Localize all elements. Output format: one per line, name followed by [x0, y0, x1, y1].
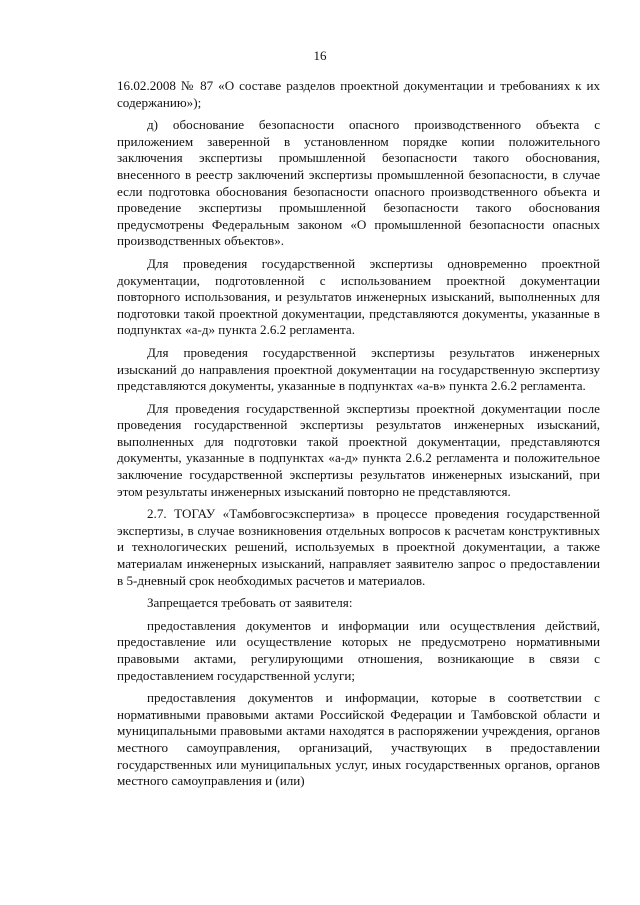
paragraph-section-2-7: 2.7. ТОГАУ «Тамбовгосэкспертиза» в процессе проведения государственной экспертизы, в случае возникновения отдельных вопросов к расчетам конструктивных и технологических решений, используемых в проектной документации, а также материалам инженерных изысканий, направляет заявителю запрос о предоставлении в 5-дневный срок необходимых расчетов и материалов.: [117, 506, 600, 588]
paragraph-after-surveys: Для проведения государственной экспертизы проектной документации после проведения государственной экспертизы результатов инженерных изысканий, выполненных для подготовки такой проектной документации, представляются документы, указанные в подпунктах «а-д» пункта 2.6.2 регламента и положительное заключение государственной экспертизы результатов инженерных изысканий, при этом результаты инженерных изысканий повторно не представляются.: [117, 400, 600, 499]
paragraph-continuation: 16.02.2008 № 87 «О составе разделов проектной документации и требованиях к их содержанию»);: [117, 78, 600, 110]
document-body: [117, 78, 600, 796]
paragraph-simultaneous-expertise: Для проведения государственной экспертизы одновременно проектной документации, подготовленной с использованием проектной документации повторного использования, и результатов инженерных изысканий, выполненных для подготовки такой проектной документации, представляются документы, указанные в подпунктах «а-д» пункта 2.6.2 регламента.: [117, 255, 600, 338]
page-number: 16: [313, 48, 327, 63]
paragraph-item-d: д) обоснование безопасности опасного производственного объекта с приложением заверенной в установленном порядке копии положительного заключения экспертизы промышленной безопасности такого обоснования, внесенного в реестр заключений экспертизы промышленной безопасности, в случае если подготовка обоснования безопасности опасного производственного объекта и проведение экспертизы промышленной безопасности такого обоснования предусмотрены Федеральным законом «О промышленной безопасности опасных производственных объектов».: [117, 117, 600, 249]
paragraph-prohibited-heading: Запрещается требовать от заявителя:: [147, 595, 353, 611]
paragraph-prohibited-item-1: предоставления документов и информации или осуществления действий, предоставление или осуществление которых не предусмотрено нормативными правовыми актами, регулирующими отношения, возникающие в связи с предоставлением государственной услуги;: [117, 617, 600, 683]
paragraph-engineering-surveys: Для проведения государственной экспертизы результатов инженерных изысканий до направления проектной документации на государственную экспертизу представляются документы, указанные в подпунктах «а-в» пункта 2.6.2 регламента.: [117, 344, 600, 394]
paragraph-prohibited-item-2: предоставления документов и информации, которые в соответствии с нормативными правовыми актами Российской Федерации и Тамбовской области и муниципальными правовыми актами находятся в распоряжении учреждения, органов местного самоуправления, организаций, участвующих в предоставлении государственных или муниципальных услуг, иных государственных органов, органов местного самоуправления и (или): [117, 690, 600, 789]
